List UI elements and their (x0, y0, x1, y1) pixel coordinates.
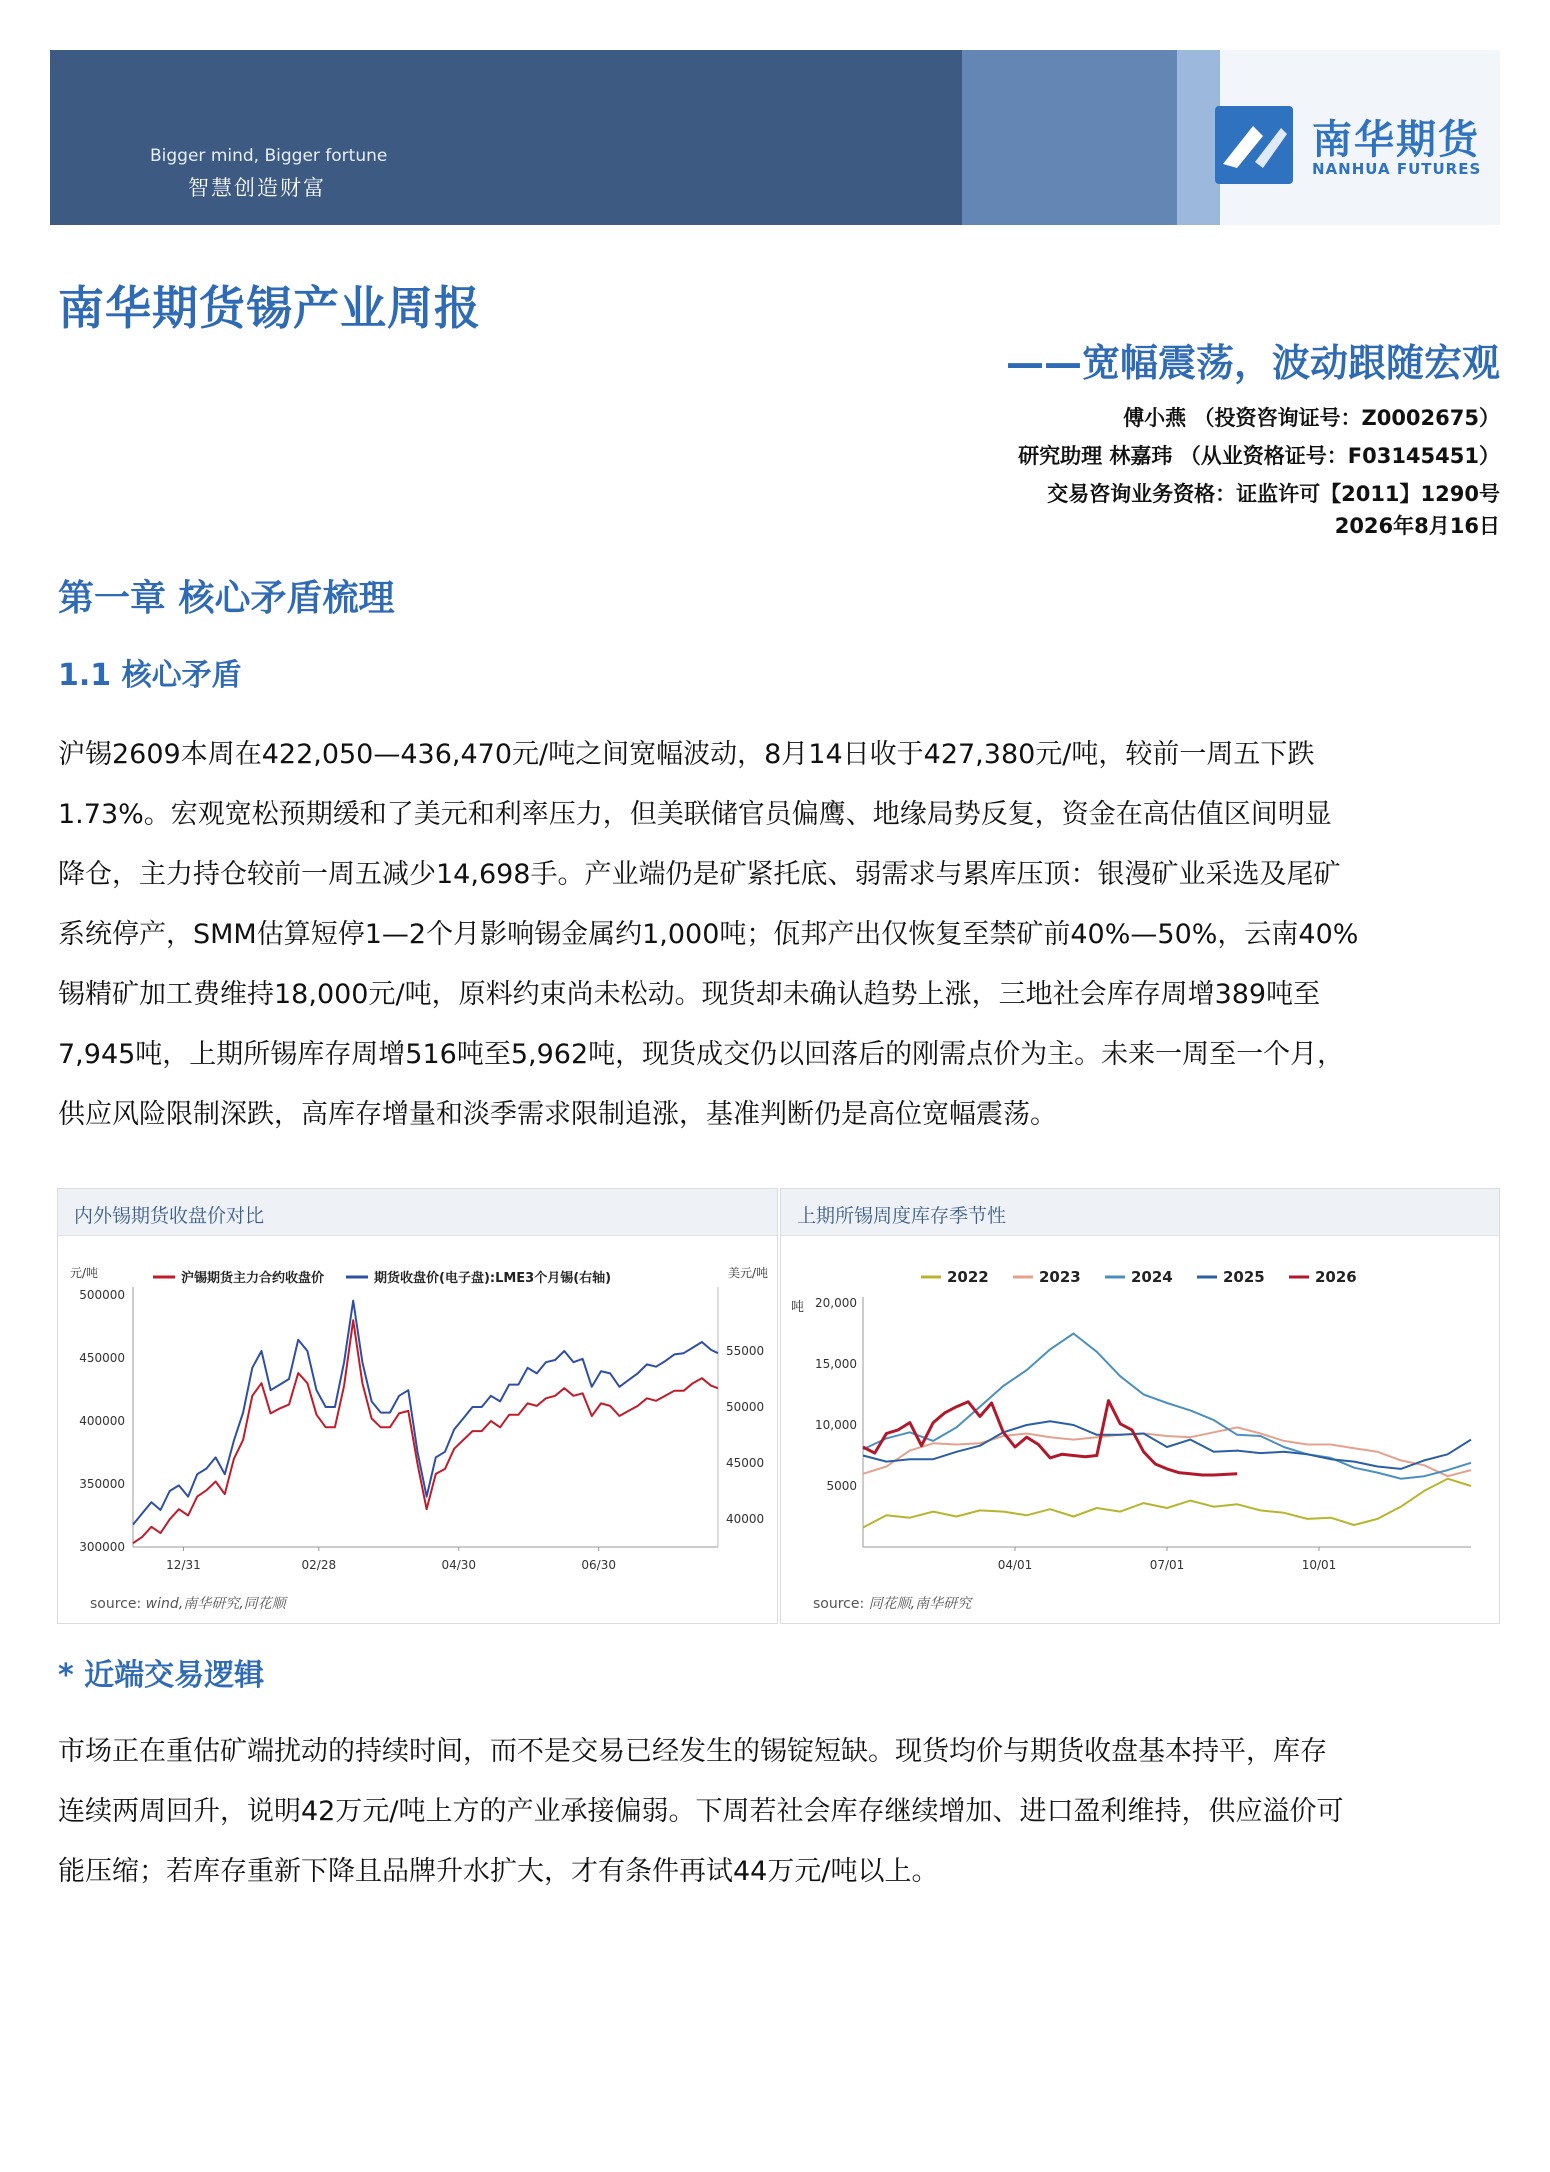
legend-label: 沪锡期货主力合约收盘价 (181, 1271, 325, 1286)
report-date: 2026年8月16日 (1334, 514, 1500, 538)
legend-label: 2026 (1315, 1268, 1357, 1286)
section-heading: 1.1 核心矛盾 (58, 658, 242, 693)
y-tick-label: 5000 (826, 1479, 857, 1493)
logic-heading: * 近端交易逻辑 (58, 1658, 265, 1693)
y-tick-label: 400000 (79, 1414, 125, 1428)
x-tick-label: 12/31 (166, 1558, 201, 1572)
chart-panel-header (781, 1189, 1499, 1236)
chart-source: source: 同花顺,南华研究 (813, 1596, 972, 1612)
series-line-2022 (863, 1479, 1471, 1528)
y-tick-label: 450000 (79, 1351, 125, 1365)
chart-panel-title: 上期所锡周度库存季节性 (797, 1205, 1007, 1227)
chapter-heading: 第一章 核心矛盾梳理 (58, 578, 395, 619)
chart-source: source: wind,南华研究,同花顺 (90, 1596, 286, 1612)
x-tick-label: 04/01 (997, 1558, 1033, 1572)
y-tick-label: 500000 (79, 1288, 125, 1302)
right-axis-unit: 美元/吨 (727, 1266, 769, 1280)
y-tick-label: 15,000 (815, 1357, 857, 1371)
banner-band-mid (962, 50, 1177, 225)
report-subtitle: ——宽幅震荡，波动跟随宏观 (1005, 341, 1500, 385)
chart-panel-inventory (780, 1188, 1500, 1624)
slogan-english: Bigger mind, Bigger fortune (150, 146, 388, 166)
logic-paragraph (58, 1722, 1498, 1902)
paragraph-line: 7,945吨，上期所锡库存周增516吨至5,962吨，现货成交仍以回落后的刚需点价为主。未来一周至一个月， (58, 1039, 1345, 1070)
logo-text-english: NANHUA FUTURES (1312, 160, 1482, 178)
paragraph-line: 1.73%。宏观宽松预期缓和了美元和利率压力，但美联储官员偏鹰、地缘局势反复，资金在高估值区间明显 (58, 799, 1332, 830)
legend-label: 2024 (1131, 1268, 1173, 1286)
price-comparison-chart (58, 1235, 777, 1623)
slogan-chinese: 智慧创造财富 (188, 176, 326, 200)
paragraph-line: 降仓，主力持仓较前一周五减少14,698手。产业端仍是矿紧托底、弱需求与累库压顶：银漫矿业采选及尾矿 (58, 859, 1341, 890)
assistant-line: 研究助理 林嘉玮 （从业资格证号：F03145451） (1018, 444, 1500, 468)
paragraph-line: 连续两周回升，说明42万元/吨上方的产业承接偏弱。下周若社会库存继续增加、进口盈利维持，供应溢价可 (58, 1796, 1344, 1827)
left-axis-unit: 元/吨 (70, 1266, 99, 1280)
y-tick-label: 20,000 (815, 1296, 857, 1310)
logo-text-chinese: 南华期货 (1312, 117, 1480, 163)
legend-label: 2025 (1223, 1268, 1265, 1286)
paragraph-line: 沪锡2609本周在422,050—436,470元/吨之间宽幅波动，8月14日收于427,380元/吨，较前一周五下跌 (58, 739, 1315, 770)
y-axis-unit: 吨 (791, 1300, 805, 1315)
y2-tick-label: 40000 (726, 1512, 765, 1526)
x-tick-label: 06/30 (581, 1558, 617, 1572)
paragraph-line: 锡精矿加工费维持18,000元/吨，原料约束尚未松动。现货却未确认趋势上涨，三地社会库存周增389吨至 (58, 979, 1321, 1010)
header-banner (50, 50, 1500, 225)
paragraph-line: 市场正在重估矿端扰动的持续时间，而不是交易已经发生的锡锭短缺。现货均价与期货收盘基本持平，库存 (58, 1736, 1327, 1767)
paragraph-line: 系统停产，SMM估算短停1—2个月影响锡金属约1,000吨；佤邦产出仅恢复至禁矿前40%—50%，云南40% (58, 919, 1359, 950)
legend-label: 2023 (1039, 1268, 1081, 1286)
y-tick-label: 350000 (79, 1477, 125, 1491)
legend-label: 期货收盘价(电子盘):LME3个月锡(右轴) (374, 1271, 612, 1286)
series-line-lme (133, 1301, 718, 1525)
nanhua-logo-icon (1215, 106, 1293, 184)
series-line-2024 (863, 1334, 1471, 1479)
license-line: 交易咨询业务资格：证监许可【2011】1290号 (1047, 482, 1500, 506)
core-paragraph (58, 725, 1498, 1145)
analyst-line: 傅小燕 （投资咨询证号：Z0002675） (1123, 406, 1500, 430)
chart-panel-header (58, 1189, 777, 1236)
inventory-seasonality-chart (781, 1235, 1499, 1623)
x-tick-label: 02/28 (301, 1558, 337, 1572)
y2-tick-label: 45000 (726, 1456, 765, 1470)
x-tick-label: 07/01 (1149, 1558, 1185, 1572)
chart-panel-price (57, 1188, 778, 1624)
series-line-shfe (133, 1320, 718, 1543)
legend-label: 2022 (947, 1268, 989, 1286)
y2-tick-label: 50000 (726, 1400, 765, 1414)
report-title: 南华期货锡产业周报 (58, 281, 481, 335)
paragraph-line: 能压缩；若库存重新下降且品牌升水扩大，才有条件再试44万元/吨以上。 (58, 1856, 939, 1887)
chart-panel-title: 内外锡期货收盘价对比 (74, 1205, 265, 1227)
x-tick-label: 04/30 (441, 1558, 477, 1572)
paragraph-line: 供应风险限制深跌，高库存增量和淡季需求限制追涨，基准判断仍是高位宽幅震荡。 (58, 1099, 1057, 1130)
x-tick-label: 10/01 (1301, 1558, 1337, 1572)
y2-tick-label: 55000 (726, 1344, 765, 1358)
y-tick-label: 300000 (79, 1540, 125, 1554)
y-tick-label: 10,000 (815, 1418, 857, 1432)
